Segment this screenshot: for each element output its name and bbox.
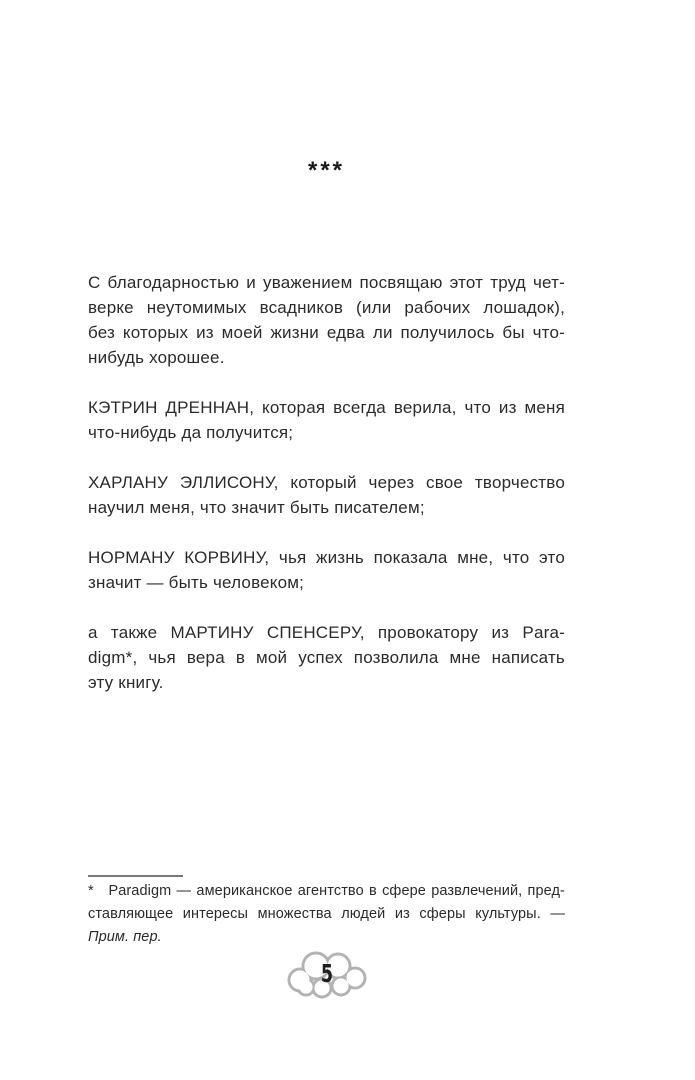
page-number-area [88,949,565,999]
footnote-line: Прим. пер. [88,929,162,945]
text-line: верке неутомимых всадников (или рабочих лошадок), [88,298,565,317]
footnote [88,880,565,949]
section-separator: *** [307,157,346,184]
dedication-text [88,270,565,720]
text-line: научил меня, что значит быть писателем; [88,498,425,517]
text-line: а также МАРТИНУ СПЕНСЕРУ, провокатору из Para- [88,623,565,642]
text-line: digm*, чья вера в мой успех позволила мне написать [88,648,565,667]
text-line: НОРМАНУ КОРВИНУ, чья жизнь показала мне, что это [88,548,565,567]
text-line: без которых из моей жизни едва ли получилось бы что- [88,323,565,342]
paragraph [88,620,565,695]
paragraph [88,470,565,520]
paragraph [88,270,565,370]
text-line: ХАРЛАНУ ЭЛЛИСОНУ, который через свое творчество [88,473,565,492]
page-number: 5 [320,959,333,988]
text-line: нибудь хорошее. [88,348,225,367]
text-line: КЭТРИН ДРЕННАН, которая всегда верила, что из меня [88,398,565,417]
text-line: эту книгу. [88,673,164,692]
footnote-line: ставляющее интересы множества людей из сферы культуры. — [88,906,565,922]
footnote-rule [88,875,183,877]
page-number-cloud [285,949,369,999]
text-line: значит — быть человеком; [88,573,305,592]
footnote-line: * Paradigm — американское агентство в сфере развлечений, пред- [88,883,565,899]
paragraph [88,545,565,595]
text-line: С благодарностью и уважением посвящаю этот труд чет- [88,273,565,292]
paragraph [88,395,565,445]
text-line: что-нибудь да получится; [88,423,294,442]
